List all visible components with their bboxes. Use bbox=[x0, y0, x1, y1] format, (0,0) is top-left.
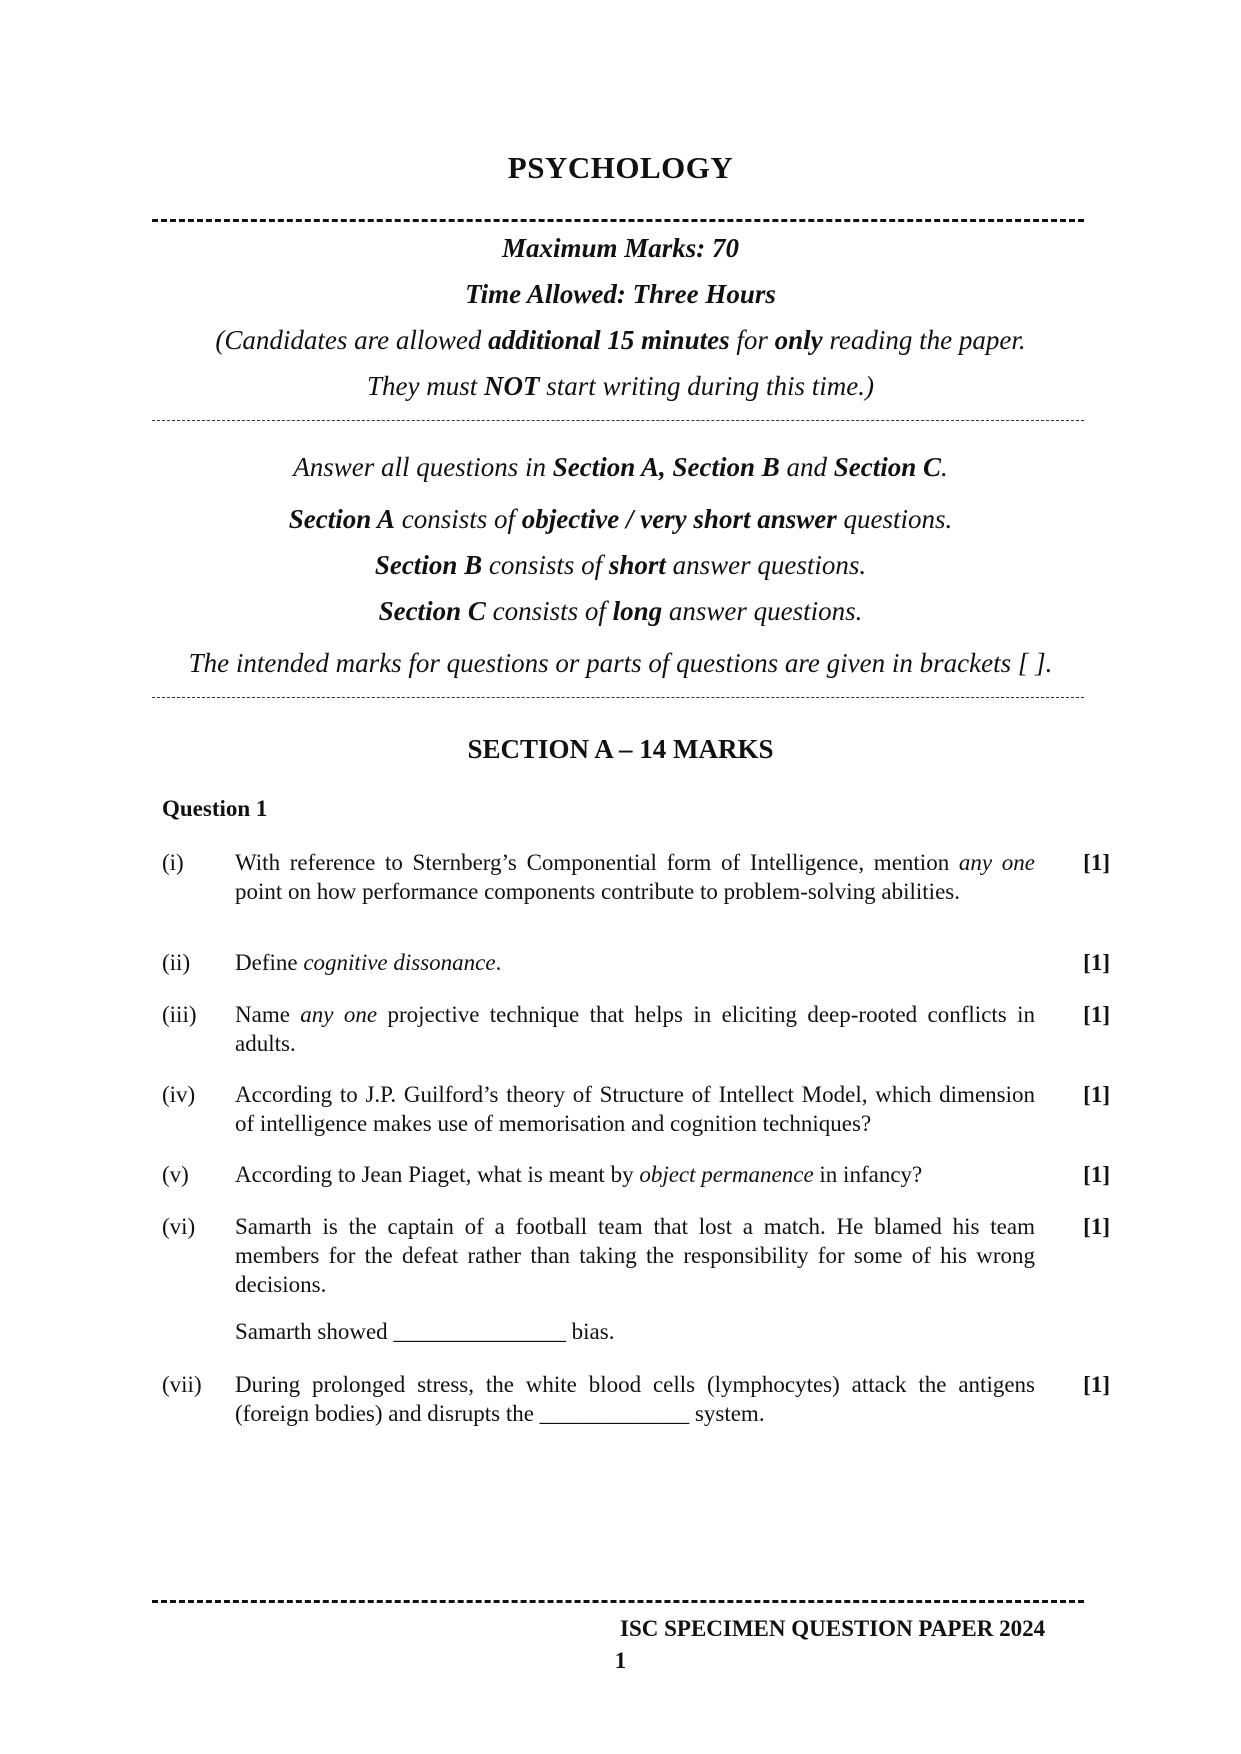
question-marks: [1] bbox=[1083, 1214, 1110, 1239]
question-text bbox=[235, 1000, 1035, 1058]
question-number: (iii) bbox=[162, 1002, 197, 1027]
question-marks: [1] bbox=[1083, 1002, 1110, 1027]
instructions-divider bbox=[152, 697, 1084, 698]
reading-time-note-line-1 bbox=[0, 325, 1241, 356]
text-run: Samarth is the captain of a football team that lost a match. He blamed his team members for the defeat rather than taking the responsibility for some of his wrong decisions. bbox=[235, 1214, 1035, 1297]
page-number: 1 bbox=[614, 1648, 627, 1673]
question-marks: [1] bbox=[1083, 850, 1110, 875]
section-a-title: SECTION A – 14 MARKS bbox=[467, 734, 774, 764]
question-paragraph bbox=[235, 1212, 1035, 1299]
text-run: With reference to Sternberg’s Componential form of Intelligence, mention bbox=[235, 850, 959, 875]
text-run: any one bbox=[958, 850, 1035, 875]
text-run: NOT bbox=[483, 371, 540, 401]
question-paragraph bbox=[235, 1080, 1035, 1138]
question-text bbox=[235, 1370, 1035, 1428]
text-run: short bbox=[608, 550, 666, 580]
text-run: consists of bbox=[395, 504, 522, 534]
text-run: any one bbox=[300, 1002, 378, 1027]
text-run: answer questions. bbox=[662, 596, 863, 626]
question-text bbox=[235, 1212, 1035, 1346]
instruction-line-2 bbox=[0, 504, 1241, 535]
question-paragraph bbox=[235, 1160, 1035, 1189]
maximum-marks: Maximum Marks: 70 bbox=[501, 233, 740, 263]
text-run: object permanence bbox=[639, 1162, 814, 1187]
instruction-line-5 bbox=[0, 648, 1241, 679]
text-run: consists of bbox=[485, 596, 613, 626]
text-run: Define bbox=[235, 950, 304, 975]
text-run: only bbox=[774, 325, 823, 355]
header-divider-bold bbox=[152, 219, 1084, 222]
text-run: cognitive dissonance bbox=[303, 950, 496, 975]
question-text bbox=[235, 848, 1035, 906]
question-text bbox=[235, 1080, 1035, 1138]
text-run: Samarth showed _______________ bias. bbox=[235, 1319, 615, 1344]
instruction-line-4 bbox=[0, 596, 1241, 627]
question-paragraph bbox=[235, 1317, 1035, 1346]
text-run: Answer all questions in bbox=[293, 452, 553, 482]
text-run: and bbox=[779, 452, 834, 482]
question-number: (i) bbox=[162, 850, 184, 875]
text-run: questions. bbox=[836, 504, 953, 534]
question-marks: [1] bbox=[1083, 1082, 1110, 1107]
text-run: They must bbox=[366, 371, 484, 401]
text-run: During prolonged stress, the white blood cells (lymphocytes) attack the antigens (foreign bodies) and disrupts the _____________ system. bbox=[235, 1372, 1035, 1426]
instruction-line-1 bbox=[0, 452, 1241, 483]
question-number: (v) bbox=[162, 1162, 189, 1187]
text-run: consists of bbox=[482, 550, 609, 580]
question-marks: [1] bbox=[1083, 1372, 1110, 1397]
paper-footer-label: ISC SPECIMEN QUESTION PAPER 2024 bbox=[620, 1616, 1046, 1641]
text-run: additional 15 minutes bbox=[488, 325, 730, 355]
text-run: objective / very short answer bbox=[521, 504, 837, 534]
question-number: (vii) bbox=[162, 1372, 202, 1397]
question-paragraph bbox=[235, 1000, 1035, 1058]
text-run: Section A, Section B bbox=[552, 452, 780, 482]
text-run: in infancy? bbox=[813, 1162, 923, 1187]
header-divider-thin bbox=[152, 420, 1084, 421]
reading-time-note-line-2 bbox=[0, 371, 1241, 402]
text-run: According to J.P. Guilford’s theory of Structure of Intellect Model, which dimension of intelligence makes use of memorisation and cognition techniques? bbox=[235, 1082, 1035, 1136]
text-run: Name bbox=[235, 1002, 301, 1027]
text-run: (Candidates are allowed bbox=[215, 325, 489, 355]
text-run: . bbox=[495, 950, 502, 975]
text-run: The intended marks for questions or parts of questions are given in brackets [ ]. bbox=[188, 648, 1053, 678]
question-paragraph bbox=[235, 848, 1035, 906]
text-run: start writing during this time.) bbox=[539, 371, 875, 401]
text-run: point on how performance components contribute to problem-solving abilities. bbox=[235, 879, 960, 904]
instruction-line-3 bbox=[0, 550, 1241, 581]
question-marks: [1] bbox=[1083, 1162, 1110, 1187]
question-1-heading: Question 1 bbox=[162, 796, 268, 821]
text-run: Section A bbox=[288, 504, 395, 534]
time-allowed: Time Allowed: Three Hours bbox=[465, 279, 776, 309]
text-run: reading the paper. bbox=[822, 325, 1026, 355]
text-run: long bbox=[612, 596, 663, 626]
question-marks: [1] bbox=[1083, 950, 1110, 975]
text-run: projective technique that helps in eliciting deep-rooted conflicts in adults. bbox=[235, 1002, 1036, 1056]
question-paragraph bbox=[235, 948, 1035, 977]
text-run: Section B bbox=[374, 550, 483, 580]
text-run: . bbox=[941, 452, 948, 482]
question-paragraph bbox=[235, 1370, 1035, 1428]
text-run: Section C bbox=[833, 452, 942, 482]
subject-title: PSYCHOLOGY bbox=[507, 150, 734, 185]
text-run: According to Jean Piaget, what is meant by bbox=[235, 1162, 640, 1187]
text-run: Section C bbox=[378, 596, 486, 626]
question-text bbox=[235, 1160, 1035, 1189]
question-text bbox=[235, 948, 1035, 977]
text-run: answer questions. bbox=[665, 550, 867, 580]
question-number: (ii) bbox=[162, 950, 191, 975]
text-run: for bbox=[729, 325, 775, 355]
question-number: (vi) bbox=[162, 1214, 196, 1239]
question-number: (iv) bbox=[162, 1082, 196, 1107]
footer-divider bbox=[152, 1600, 1084, 1603]
